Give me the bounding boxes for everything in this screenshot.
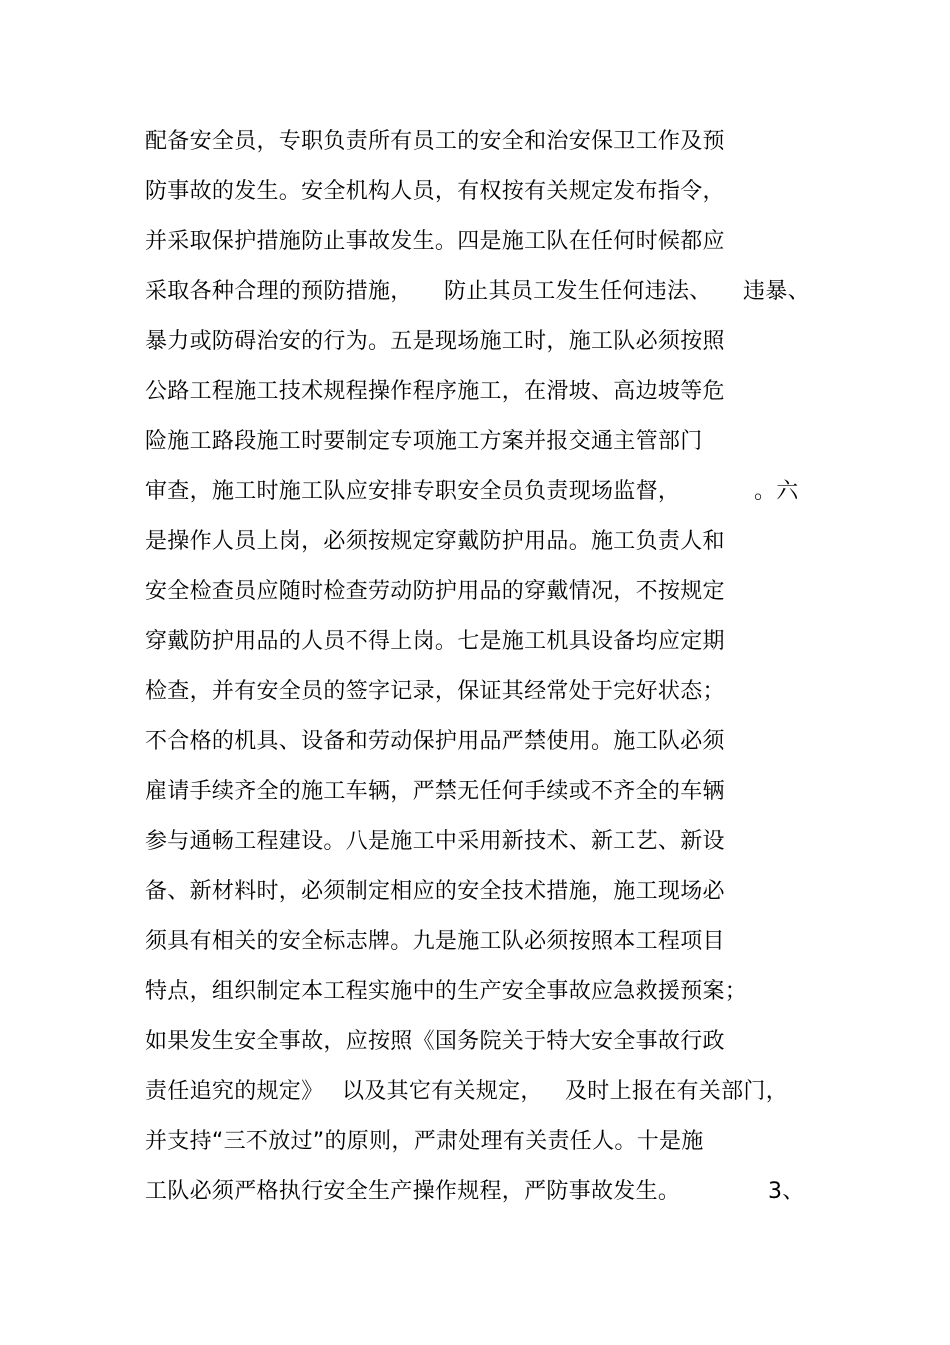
- text-line: 是操作人员上岗，必须按规定穿戴防护用品。施工负责人和: [145, 529, 725, 554]
- text-line: 参与通畅工程建设。八是施工中采用新技术、新工艺、新设: [145, 829, 725, 854]
- text-line: 安全检查员应随时检查劳动防护用品的穿戴情况，不按规定: [145, 579, 725, 604]
- text-line: 险施工路段施工时要制定专项施工方案并报交通主管部门: [145, 429, 703, 454]
- text-line: 雇请手续齐全的施工车辆，严禁无任何手续或不齐全的车辆: [145, 779, 725, 804]
- text-line: 并采取保护措施防止事故发生。四是施工队在任何时候都应: [145, 229, 725, 254]
- text-segment: 审查，施工时施工队应安排专职安全员负责现场监督，: [145, 479, 681, 504]
- text-segment: 责任追究的规定》: [145, 1079, 324, 1104]
- text-segment: 违暴、: [743, 279, 810, 304]
- text-line: 须具有相关的安全标志牌。九是施工队必须按照本工程项目: [145, 929, 725, 954]
- text-segment: 防止其员工发生任何违法、: [444, 279, 712, 304]
- text-line: 备、新材料时，必须制定相应的安全技术措施，施工现场必: [145, 879, 725, 904]
- text-line: 配备安全员，专职负责所有员工的安全和治安保卫工作及预: [145, 129, 725, 154]
- text-line: 并支持“三不放过”的原则，严肃处理有关责任人。十是施: [145, 1129, 704, 1154]
- text-segment: 以及其它有关规定，: [342, 1079, 543, 1104]
- text-line: [145, 477, 799, 507]
- text-line: 如果发生安全事故，应按照《国务院关于特大安全事故行政: [145, 1029, 725, 1054]
- text-line: 不合格的机具、设备和劳动保护用品严禁使用。施工队必须: [145, 729, 725, 754]
- text-segment: 3、: [768, 1179, 805, 1204]
- text-line: [145, 1077, 789, 1107]
- text-line: [145, 277, 810, 307]
- text-line: 特点，组织制定本工程实施中的生产安全事故应急救援预案；: [145, 979, 748, 1004]
- text-line: 检查，并有安全员的签字记录，保证其经常处于完好状态；: [145, 679, 725, 704]
- text-line: 公路工程施工技术规程操作程序施工，在滑坡、高边坡等危: [145, 379, 725, 404]
- text-segment: 采取各种合理的预防措施，: [145, 279, 413, 304]
- text-line: 穿戴防护用品的人员不得上岗。七是施工机具设备均应定期: [145, 629, 725, 654]
- text-line: 防事故的发生。安全机构人员，有权按有关规定发布指令，: [145, 179, 725, 204]
- text-segment: 工队必须严格执行安全生产操作规程，严防事故发生。: [145, 1179, 681, 1204]
- text-segment: 及时上报在有关部门，: [565, 1079, 789, 1104]
- text-segment: 。六: [754, 479, 799, 504]
- text-line: [145, 1177, 805, 1207]
- text-line: 暴力或防碍治安的行为。五是现场施工时，施工队必须按照: [145, 329, 725, 354]
